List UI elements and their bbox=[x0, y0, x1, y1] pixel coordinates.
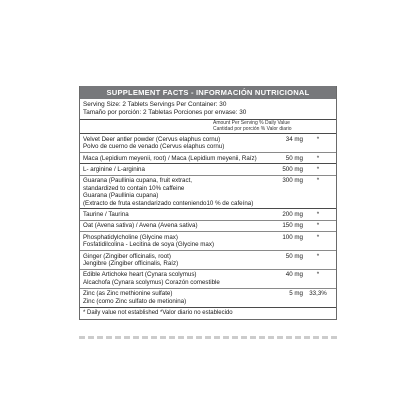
faded-bottom-edge bbox=[79, 336, 337, 339]
ingredient-row bbox=[80, 251, 336, 270]
column-header bbox=[80, 120, 336, 134]
ingredient-name-line: standardized to contain 10% caffeine bbox=[83, 184, 185, 192]
column-header-english: Amount Per Serving % Daily Value bbox=[213, 120, 290, 126]
ingredient-row bbox=[80, 232, 336, 251]
ingredient-name-line: Maca (Lepidium meyenii, root) / Maca (Lepidium meyenii, Raíz) bbox=[83, 154, 257, 162]
serving-info bbox=[80, 99, 336, 120]
ingredient-name bbox=[83, 290, 273, 305]
ingredient-name-line: Ginger (Zingiber officinalis, root) bbox=[83, 252, 171, 260]
ingredient-name bbox=[83, 222, 273, 229]
ingredient-row bbox=[80, 289, 336, 308]
ingredient-name-line: (Extracto de fruta estandarizado conteniendo10 % de cafeína) bbox=[83, 199, 254, 207]
ingredient-name bbox=[83, 234, 273, 249]
ingredient-daily-value: * bbox=[316, 252, 320, 260]
ingredient-daily-value: * bbox=[316, 222, 320, 230]
ingredient-amount: 40 mg bbox=[285, 271, 303, 279]
ingredient-name-line: Guarana (Paullinia cupana, fruit extract, bbox=[83, 177, 193, 185]
ingredient-name bbox=[83, 177, 273, 207]
ingredient-name bbox=[83, 271, 273, 286]
ingredient-amount: 100 mg bbox=[282, 233, 303, 241]
ingredient-name bbox=[83, 166, 273, 173]
ingredient-daily-value: * bbox=[316, 135, 320, 143]
ingredient-row bbox=[80, 176, 336, 210]
ingredient-name-line: Oat (Avena sativa) / Avena (Avena sativa) bbox=[83, 222, 198, 230]
ingredient-name-line: Polvo de cuerno de venado (Cervus elaphus cornu) bbox=[83, 143, 225, 151]
ingredient-amount: 5 mg bbox=[289, 290, 303, 298]
serving-line-english: Serving Size: 2 Tablets Servings Per Container: 30 bbox=[83, 101, 227, 108]
daily-value-footnote: * Daily value not established *Valor diario no establecido bbox=[83, 309, 233, 316]
ingredient-name-line: L- arginine / L-arginina bbox=[83, 165, 145, 173]
ingredient-daily-value: * bbox=[316, 271, 320, 279]
ingredient-daily-value: * bbox=[316, 177, 320, 185]
ingredient-daily-value: * bbox=[316, 165, 320, 173]
ingredient-amount: 50 mg bbox=[285, 252, 303, 260]
panel-title: SUPPLEMENT FACTS - INFORMACIÓN NUTRICIONAL bbox=[80, 86, 336, 99]
ingredient-name-line: Guarana (Paullinia cupana) bbox=[83, 192, 159, 200]
ingredient-name-line: Fosfatidilcolina - Lecitina de soya (Glycine max) bbox=[83, 241, 215, 249]
ingredient-daily-value: * bbox=[316, 154, 320, 162]
ingredient-name-line: Edible Artichoke heart (Cynara scolymus) bbox=[83, 271, 197, 279]
ingredient-row bbox=[80, 134, 336, 153]
ingredient-row bbox=[80, 153, 336, 164]
ingredient-amount: 50 mg bbox=[285, 154, 303, 162]
ingredient-name-line: Zinc (as Zinc methionine sulfate) bbox=[83, 290, 173, 298]
column-header-spanish: Cantidad por porción % Valor diario bbox=[213, 125, 292, 132]
serving-line-spanish: Tamaño por porción: 2 Tabletas Porciones por envase: 30 bbox=[83, 109, 247, 116]
ingredient-name bbox=[83, 211, 273, 218]
ingredient-amount: 500 mg bbox=[282, 165, 303, 173]
ingredient-row bbox=[80, 164, 336, 175]
ingredient-amount: 300 mg bbox=[282, 177, 303, 185]
ingredient-name bbox=[83, 253, 273, 268]
ingredient-list bbox=[80, 134, 336, 307]
ingredient-name-line: Taurine / Taurina bbox=[83, 210, 129, 218]
ingredient-name bbox=[83, 155, 273, 162]
ingredient-name-line: Zinc (como Zinc sulfato de metionina) bbox=[83, 297, 187, 305]
ingredient-amount: 34 mg bbox=[285, 135, 303, 143]
ingredient-name-line: Jengibre (Zingiber officinalis, Raíz) bbox=[83, 259, 179, 267]
ingredient-daily-value: 33,3% bbox=[309, 290, 327, 298]
ingredient-daily-value: * bbox=[316, 233, 320, 241]
ingredient-daily-value: * bbox=[316, 210, 320, 218]
ingredient-row bbox=[80, 209, 336, 220]
ingredient-name-line: Velvet Deer antler powder (Cervus elaphus cornu) bbox=[83, 135, 221, 143]
ingredient-name-line: Phosphatidylcholine (Glycine max) bbox=[83, 233, 178, 241]
ingredient-name bbox=[83, 136, 273, 151]
ingredient-amount: 200 mg bbox=[282, 210, 303, 218]
ingredient-row bbox=[80, 221, 336, 232]
ingredient-amount: 150 mg bbox=[282, 222, 303, 230]
supplement-facts-panel bbox=[79, 86, 337, 320]
ingredient-name-line: Alcachofa (Cynara scolymus) Corazón comestible bbox=[83, 278, 220, 286]
ingredient-row bbox=[80, 270, 336, 289]
